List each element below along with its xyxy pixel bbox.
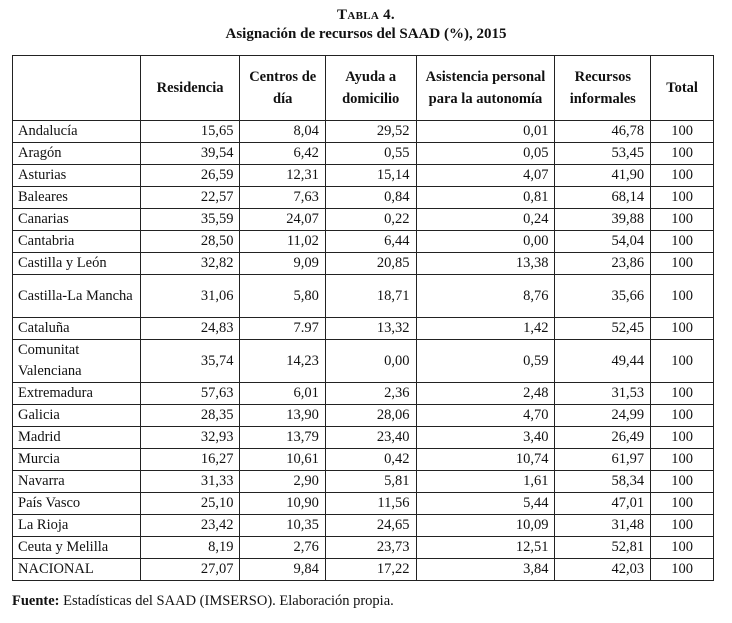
table-label: Tabla 4. — [337, 7, 395, 23]
value-cell: 23,42 — [140, 515, 240, 537]
value-cell: 41,90 — [555, 165, 651, 187]
value-cell: 6,44 — [325, 231, 416, 253]
table-title: Asignación de recursos del SAAD (%), 2015 — [225, 26, 507, 42]
value-cell: 10,74 — [416, 449, 555, 471]
region-cell: Ceuta y Melilla — [13, 537, 141, 559]
region-cell: Asturias — [13, 165, 141, 187]
value-cell: 10,61 — [240, 449, 325, 471]
value-cell: 23,73 — [325, 537, 416, 559]
value-cell: 31,06 — [140, 275, 240, 318]
value-cell: 15,14 — [325, 165, 416, 187]
table-row — [13, 559, 714, 581]
value-cell: 18,71 — [325, 275, 416, 318]
value-cell: 46,78 — [555, 121, 651, 143]
value-cell: 52,45 — [555, 318, 651, 340]
footnote-label: Fuente: — [12, 593, 60, 609]
header-asistencia-personal: Asistencia personal para la autonomía — [416, 56, 555, 121]
value-cell: 29,52 — [325, 121, 416, 143]
value-cell: 0,00 — [416, 231, 555, 253]
value-cell: 26,59 — [140, 165, 240, 187]
region-cell: Cataluña — [13, 318, 141, 340]
header-centros-de-dia: Centros de día — [240, 56, 325, 121]
total-cell: 100 — [651, 165, 714, 187]
value-cell: 13,90 — [240, 405, 325, 427]
value-cell: 58,34 — [555, 471, 651, 493]
value-cell: 47,01 — [555, 493, 651, 515]
value-cell: 39,88 — [555, 209, 651, 231]
value-cell: 0,01 — [416, 121, 555, 143]
table-row — [13, 187, 714, 209]
value-cell: 14,23 — [240, 340, 325, 383]
value-cell: 25,10 — [140, 493, 240, 515]
total-cell: 100 — [651, 275, 714, 318]
value-cell: 31,48 — [555, 515, 651, 537]
value-cell: 1,61 — [416, 471, 555, 493]
value-cell: 23,40 — [325, 427, 416, 449]
region-cell: Galicia — [13, 405, 141, 427]
value-cell: 8,19 — [140, 537, 240, 559]
total-cell: 100 — [651, 253, 714, 275]
value-cell: 12,31 — [240, 165, 325, 187]
value-cell: 28,06 — [325, 405, 416, 427]
region-cell: Aragón — [13, 143, 141, 165]
total-cell: 100 — [651, 187, 714, 209]
region-cell: Castilla y León — [13, 253, 141, 275]
table-caption — [0, 6, 732, 44]
table-row — [13, 253, 714, 275]
region-cell: Murcia — [13, 449, 141, 471]
value-cell: 68,14 — [555, 187, 651, 209]
total-cell: 100 — [651, 449, 714, 471]
value-cell: 0,22 — [325, 209, 416, 231]
table-row — [13, 383, 714, 405]
table-row — [13, 275, 714, 318]
header-row — [13, 56, 714, 121]
table-row — [13, 209, 714, 231]
value-cell: 20,85 — [325, 253, 416, 275]
value-cell: 35,74 — [140, 340, 240, 383]
value-cell: 24,65 — [325, 515, 416, 537]
table-row — [13, 165, 714, 187]
value-cell: 39,54 — [140, 143, 240, 165]
value-cell: 7.97 — [240, 318, 325, 340]
header-region — [13, 56, 141, 121]
table-row — [13, 471, 714, 493]
value-cell: 3,84 — [416, 559, 555, 581]
value-cell: 35,59 — [140, 209, 240, 231]
header-residencia: Residencia — [140, 56, 240, 121]
value-cell: 35,66 — [555, 275, 651, 318]
value-cell: 0,00 — [325, 340, 416, 383]
value-cell: 32,93 — [140, 427, 240, 449]
region-cell: País Vasco — [13, 493, 141, 515]
total-cell: 100 — [651, 209, 714, 231]
value-cell: 13,38 — [416, 253, 555, 275]
value-cell: 7,63 — [240, 187, 325, 209]
value-cell: 32,82 — [140, 253, 240, 275]
table-row — [13, 231, 714, 253]
total-cell: 100 — [651, 405, 714, 427]
value-cell: 2,76 — [240, 537, 325, 559]
table-row — [13, 340, 714, 383]
value-cell: 0,42 — [325, 449, 416, 471]
value-cell: 11,56 — [325, 493, 416, 515]
table-row — [13, 427, 714, 449]
table-row — [13, 449, 714, 471]
value-cell: 24,83 — [140, 318, 240, 340]
value-cell: 0,59 — [416, 340, 555, 383]
region-cell: Baleares — [13, 187, 141, 209]
value-cell: 5,81 — [325, 471, 416, 493]
total-cell: 100 — [651, 559, 714, 581]
region-cell: La Rioja — [13, 515, 141, 537]
value-cell: 13,32 — [325, 318, 416, 340]
value-cell: 6,01 — [240, 383, 325, 405]
value-cell: 11,02 — [240, 231, 325, 253]
header-total: Total — [651, 56, 714, 121]
total-cell: 100 — [651, 231, 714, 253]
table-row — [13, 405, 714, 427]
header-recursos-informales: Recursos informales — [555, 56, 651, 121]
value-cell: 0,84 — [325, 187, 416, 209]
region-cell: Extremadura — [13, 383, 141, 405]
total-cell: 100 — [651, 427, 714, 449]
value-cell: 27,07 — [140, 559, 240, 581]
value-cell: 9,84 — [240, 559, 325, 581]
value-cell: 57,63 — [140, 383, 240, 405]
header-ayuda-a-domicilio: Ayuda a domicilio — [325, 56, 416, 121]
value-cell: 4,70 — [416, 405, 555, 427]
value-cell: 31,33 — [140, 471, 240, 493]
total-cell: 100 — [651, 515, 714, 537]
value-cell: 17,22 — [325, 559, 416, 581]
table-row — [13, 121, 714, 143]
value-cell: 26,49 — [555, 427, 651, 449]
region-cell: Navarra — [13, 471, 141, 493]
value-cell: 2,48 — [416, 383, 555, 405]
total-cell: 100 — [651, 340, 714, 383]
region-cell: Canarias — [13, 209, 141, 231]
value-cell: 9,09 — [240, 253, 325, 275]
table-row — [13, 143, 714, 165]
total-cell: 100 — [651, 121, 714, 143]
value-cell: 12,51 — [416, 537, 555, 559]
value-cell: 24,99 — [555, 405, 651, 427]
total-cell: 100 — [651, 383, 714, 405]
value-cell: 22,57 — [140, 187, 240, 209]
value-cell: 0,24 — [416, 209, 555, 231]
value-cell: 8,76 — [416, 275, 555, 318]
value-cell: 15,65 — [140, 121, 240, 143]
value-cell: 0,55 — [325, 143, 416, 165]
value-cell: 10,90 — [240, 493, 325, 515]
table-row — [13, 537, 714, 559]
value-cell: 5,80 — [240, 275, 325, 318]
region-cell: Andalucía — [13, 121, 141, 143]
value-cell: 49,44 — [555, 340, 651, 383]
value-cell: 23,86 — [555, 253, 651, 275]
region-cell: Comunitat Valenciana — [13, 340, 141, 383]
total-cell: 100 — [651, 143, 714, 165]
value-cell: 3,40 — [416, 427, 555, 449]
region-cell: NACIONAL — [13, 559, 141, 581]
total-cell: 100 — [651, 493, 714, 515]
table-row — [13, 318, 714, 340]
footnote-text: Estadísticas del SAAD (IMSERSO). Elaboración propia. — [59, 593, 394, 609]
value-cell: 31,53 — [555, 383, 651, 405]
value-cell: 2,36 — [325, 383, 416, 405]
total-cell: 100 — [651, 537, 714, 559]
value-cell: 61,97 — [555, 449, 651, 471]
value-cell: 1,42 — [416, 318, 555, 340]
value-cell: 42,03 — [555, 559, 651, 581]
value-cell: 5,44 — [416, 493, 555, 515]
resources-table — [12, 55, 714, 581]
value-cell: 8,04 — [240, 121, 325, 143]
value-cell: 24,07 — [240, 209, 325, 231]
value-cell: 6,42 — [240, 143, 325, 165]
value-cell: 28,50 — [140, 231, 240, 253]
total-cell: 100 — [651, 471, 714, 493]
value-cell: 0,81 — [416, 187, 555, 209]
region-cell: Madrid — [13, 427, 141, 449]
value-cell: 13,79 — [240, 427, 325, 449]
region-cell: Cantabria — [13, 231, 141, 253]
value-cell: 2,90 — [240, 471, 325, 493]
value-cell: 54,04 — [555, 231, 651, 253]
table-body — [13, 121, 714, 581]
region-cell: Castilla-La Mancha — [13, 275, 141, 318]
total-cell: 100 — [651, 318, 714, 340]
footnote — [12, 592, 394, 610]
value-cell: 28,35 — [140, 405, 240, 427]
value-cell: 10,09 — [416, 515, 555, 537]
table-row — [13, 515, 714, 537]
value-cell: 16,27 — [140, 449, 240, 471]
value-cell: 4,07 — [416, 165, 555, 187]
value-cell: 52,81 — [555, 537, 651, 559]
value-cell: 10,35 — [240, 515, 325, 537]
value-cell: 0,05 — [416, 143, 555, 165]
value-cell: 53,45 — [555, 143, 651, 165]
table-row — [13, 493, 714, 515]
